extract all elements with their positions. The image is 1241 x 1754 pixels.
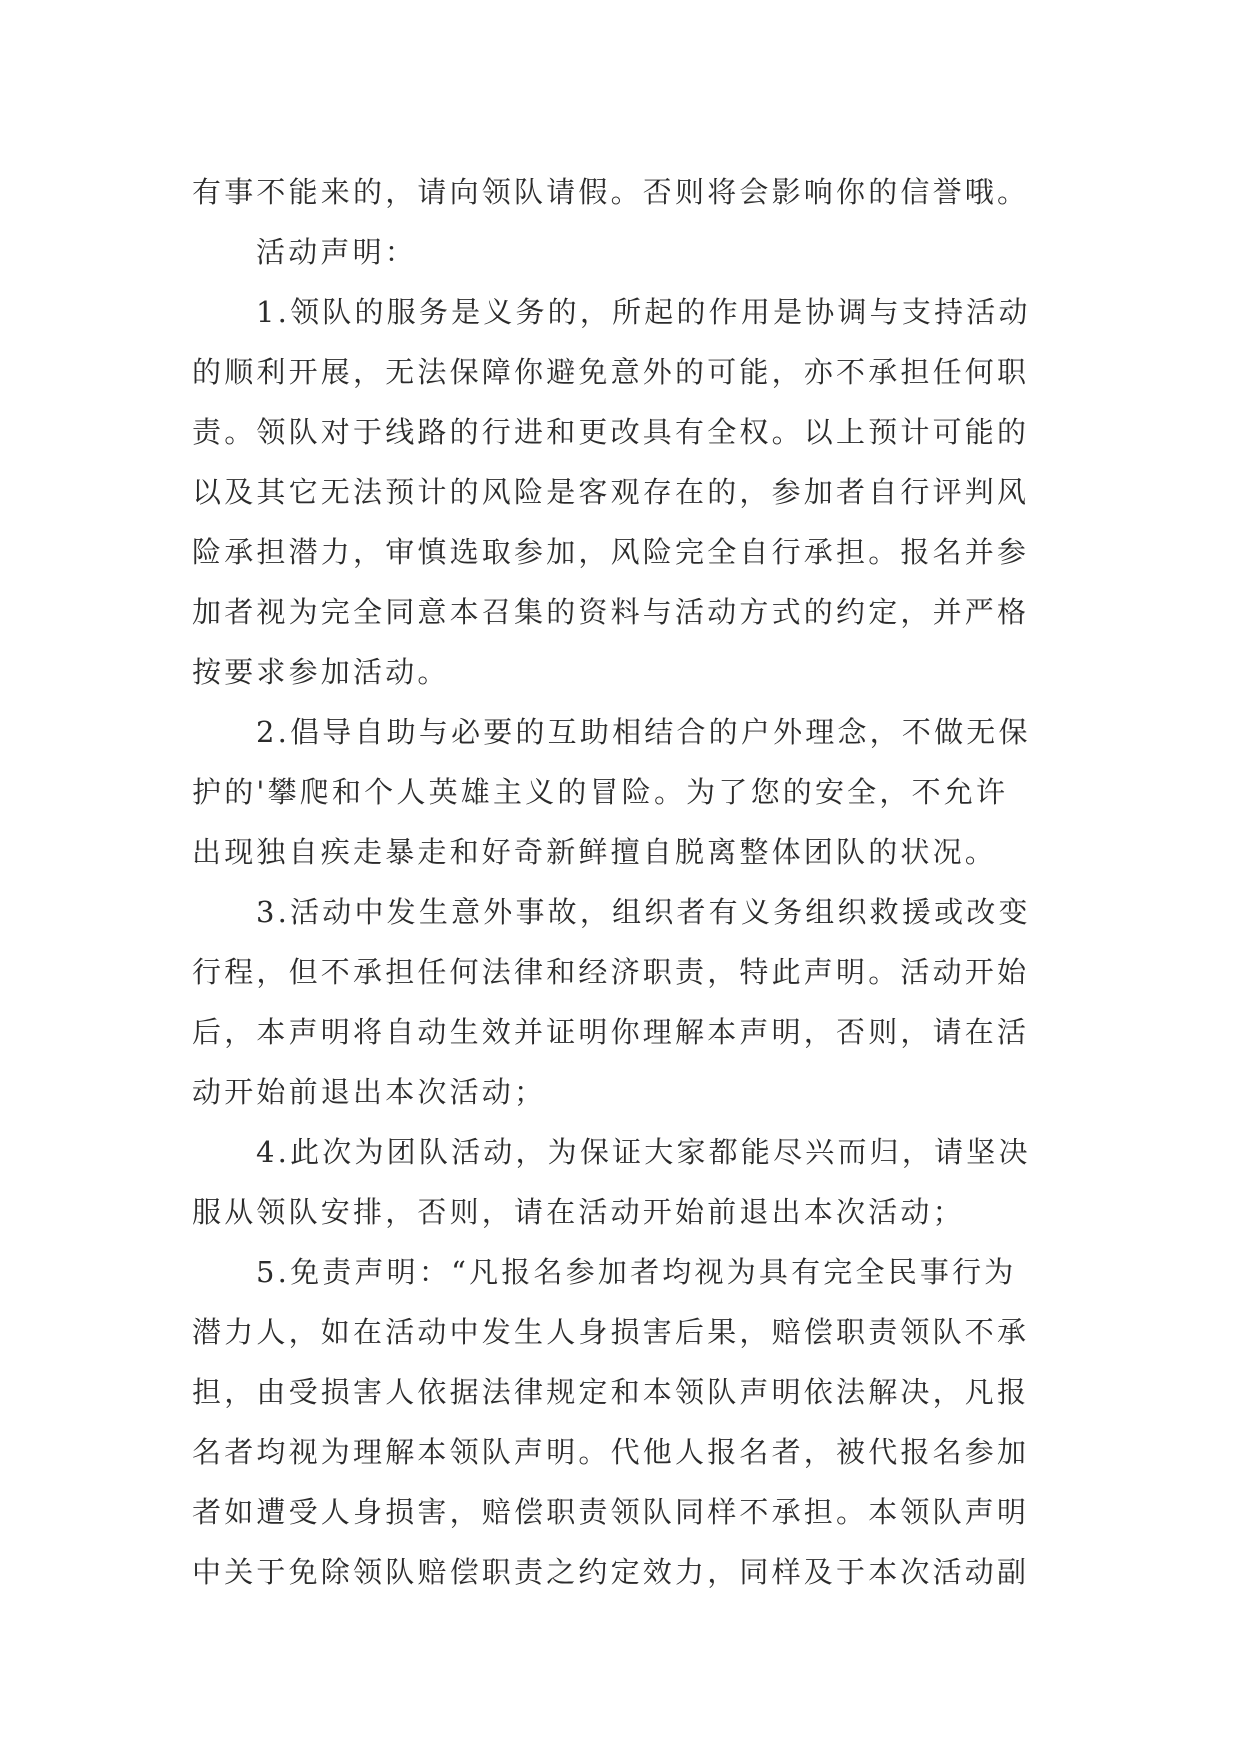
document-text-line: 1.领队的服务是义务的，所起的作用是协调与支持活动 — [256, 295, 1031, 329]
document-text-line: 后，本声明将自动生效并证明你理解本声明，否则，请在活 — [192, 1015, 1030, 1049]
document-text-line: 行程，但不承担任何法律和经济职责，特此声明。活动开始 — [192, 955, 1030, 989]
document-text-line: 潜力人，如在活动中发生人身损害后果，赔偿职责领队不承 — [192, 1315, 1030, 1349]
document-text-line: 按要求参加活动。 — [192, 655, 450, 689]
document-text-line: 4.此次为团队活动，为保证大家都能尽兴而归，请坚决 — [256, 1135, 1031, 1169]
document-text-line: 动开始前退出本次活动； — [192, 1075, 547, 1109]
document-text-line: 中关于免除领队赔偿职责之约定效力，同样及于本次活动副 — [192, 1555, 1030, 1589]
document-text-line: 5.免责声明：“凡报名参加者均视为具有完全民事行为 — [256, 1255, 1017, 1289]
document-text-line: 3.活动中发生意外事故，组织者有义务组织救援或改变 — [256, 895, 1031, 929]
document-text-line: 责。领队对于线路的行进和更改具有全权。以上预计可能的 — [192, 415, 1030, 449]
document-text-line: 的顺利开展，无法保障你避免意外的可能，亦不承担任何职 — [192, 355, 1030, 389]
document-text-line: 服从领队安排，否则，请在活动开始前退出本次活动； — [192, 1195, 965, 1229]
document-text-line: 险承担潜力，审慎选取参加，风险完全自行承担。报名并参 — [192, 535, 1030, 569]
document-text-line: 出现独自疾走暴走和好奇新鲜擅自脱离整体团队的状况。 — [192, 835, 998, 869]
document-text-line: 活动声明： — [256, 235, 418, 269]
document-text-line: 以及其它无法预计的风险是客观存在的，参加者自行评判风 — [192, 475, 1030, 509]
document-text-line: 护的'攀爬和个人英雄主义的冒险。为了您的安全，不允许 — [192, 775, 1009, 809]
document-text-line: 有事不能来的，请向领队请假。否则将会影响你的信誉哦。 — [192, 175, 1030, 209]
document-text-line: 2.倡导自助与必要的互助相结合的户外理念，不做无保 — [256, 715, 1031, 749]
document-text-line: 加者视为完全同意本召集的资料与活动方式的约定，并严格 — [192, 595, 1030, 629]
document-text-line: 者如遭受人身损害，赔偿职责领队同样不承担。本领队声明 — [192, 1495, 1030, 1529]
document-text-line: 名者均视为理解本领队声明。代他人报名者，被代报名参加 — [192, 1435, 1030, 1469]
document-text-line: 担，由受损害人依据法律规定和本领队声明依法解决，凡报 — [192, 1375, 1030, 1409]
document-body — [192, 162, 1062, 1602]
